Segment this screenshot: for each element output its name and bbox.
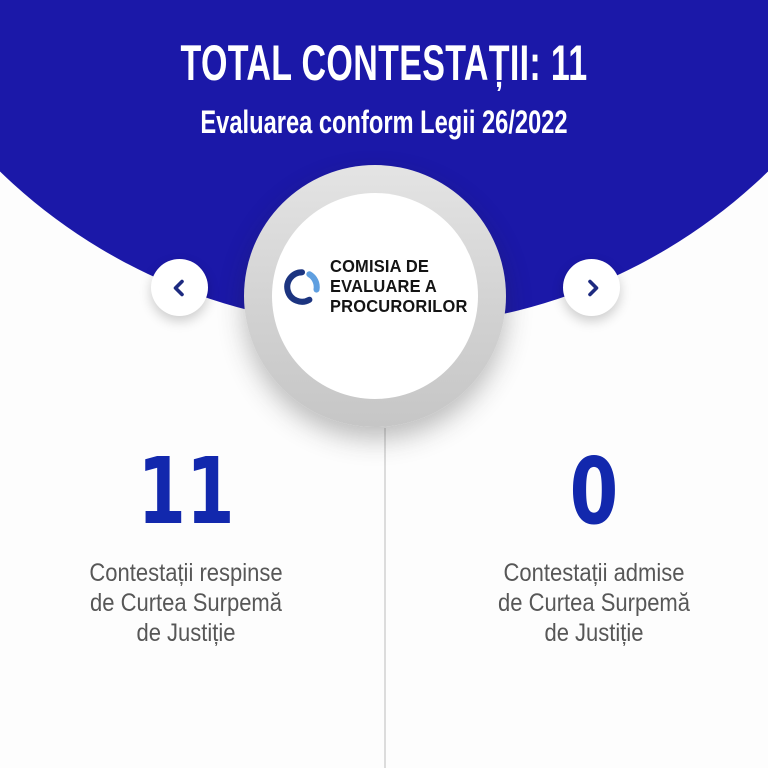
logo-line-3: PROCURORILOR xyxy=(330,295,468,316)
page-title: TOTAL CONTESTAȚII: 11 xyxy=(180,35,588,91)
logo xyxy=(283,257,476,317)
logo-badge-inner-circle xyxy=(272,193,478,399)
stat-admitted-caption-line-1: Contestații admise xyxy=(503,559,685,587)
chevron-right-icon xyxy=(581,277,603,299)
stat-rejected-caption-line-1: Contestații respinse xyxy=(89,559,283,587)
logo-line-2: EVALUARE A xyxy=(330,276,438,297)
stat-admitted-caption-line-2: de Curtea Surpemă xyxy=(497,589,691,617)
header xyxy=(0,34,768,141)
stat-rejected-caption-line-2: de Curtea Surpemă xyxy=(89,589,283,617)
logo-wordmark xyxy=(330,257,468,317)
stat-rejected-caption xyxy=(22,558,349,648)
open-ring-logo-icon xyxy=(283,268,321,306)
stat-admitted-caption-line-3: de Justiție xyxy=(544,619,644,647)
stat-rejected-value: 11 xyxy=(137,438,235,545)
carousel-next-button[interactable] xyxy=(563,259,620,316)
stat-rejected-caption-line-3: de Justiție xyxy=(136,619,236,647)
chevron-left-icon xyxy=(169,277,191,299)
logo-badge-circle xyxy=(244,165,506,427)
stat-admitted-caption xyxy=(430,558,757,648)
vertical-divider xyxy=(384,428,386,768)
carousel-prev-button[interactable] xyxy=(151,259,208,316)
page-subtitle: Evaluarea conform Legii 26/2022 xyxy=(200,104,568,140)
stat-admitted xyxy=(408,438,768,648)
logo-line-1: COMISIA DE xyxy=(330,256,430,277)
stat-rejected xyxy=(0,438,372,648)
stat-admitted-value: 0 xyxy=(569,438,619,545)
